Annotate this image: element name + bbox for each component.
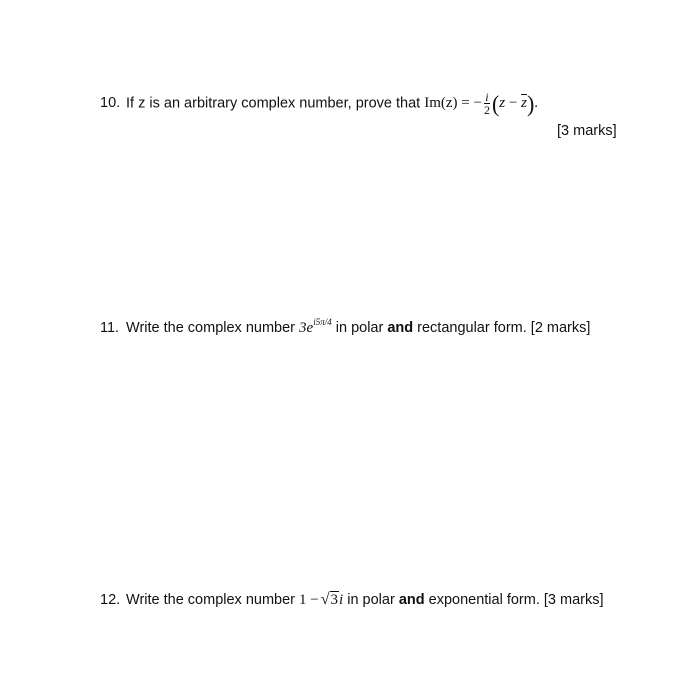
fraction-denominator: 2 (483, 103, 490, 117)
question-10-marks: [3 marks] (557, 123, 617, 139)
question-number: 10. (100, 95, 121, 112)
question-text-after: rectangular form. (417, 320, 527, 336)
formula-exponent: i5π/4 (313, 317, 332, 328)
question-10 (100, 91, 538, 116)
question-text-mid: in polar (335, 320, 384, 336)
radicand: 3 (330, 592, 339, 609)
formula-period: . (534, 94, 539, 111)
formula-fraction (483, 91, 491, 116)
formula-exponential (299, 318, 332, 338)
question-text: If z is an arbitrary complex number, prove that (126, 95, 421, 112)
formula-minus: − (505, 94, 522, 111)
question-text: Write the complex number (126, 592, 295, 608)
formula-suffix: i (339, 592, 344, 609)
formula-lhs: Im(z) = − (424, 94, 482, 111)
sqrt-symbol: √3 (320, 591, 339, 609)
formula-z-conjugate: $\overline{z}$ (521, 94, 527, 111)
question-11-marks: [2 marks] (530, 320, 591, 336)
formula-base: 3e (299, 320, 314, 337)
right-paren: ) (526, 89, 535, 117)
formula-z: z (499, 94, 506, 111)
question-12-marks: [3 marks] (543, 592, 604, 608)
question-text-after: exponential form. (428, 592, 540, 608)
question-number: 11. (100, 320, 120, 336)
question-11 (100, 318, 590, 338)
fraction-numerator: i (485, 90, 489, 104)
formula-lead: 1 − (299, 592, 319, 609)
question-text-bold: and (398, 592, 425, 608)
question-text: Write the complex number (126, 320, 295, 336)
formula-im-z (424, 91, 538, 116)
question-text-mid: in polar (347, 592, 395, 608)
question-text-bold: and (387, 320, 414, 336)
question-number: 12. (100, 592, 121, 608)
question-12 (100, 590, 604, 610)
left-paren: ( (491, 89, 500, 117)
formula-sqrt (299, 590, 343, 610)
